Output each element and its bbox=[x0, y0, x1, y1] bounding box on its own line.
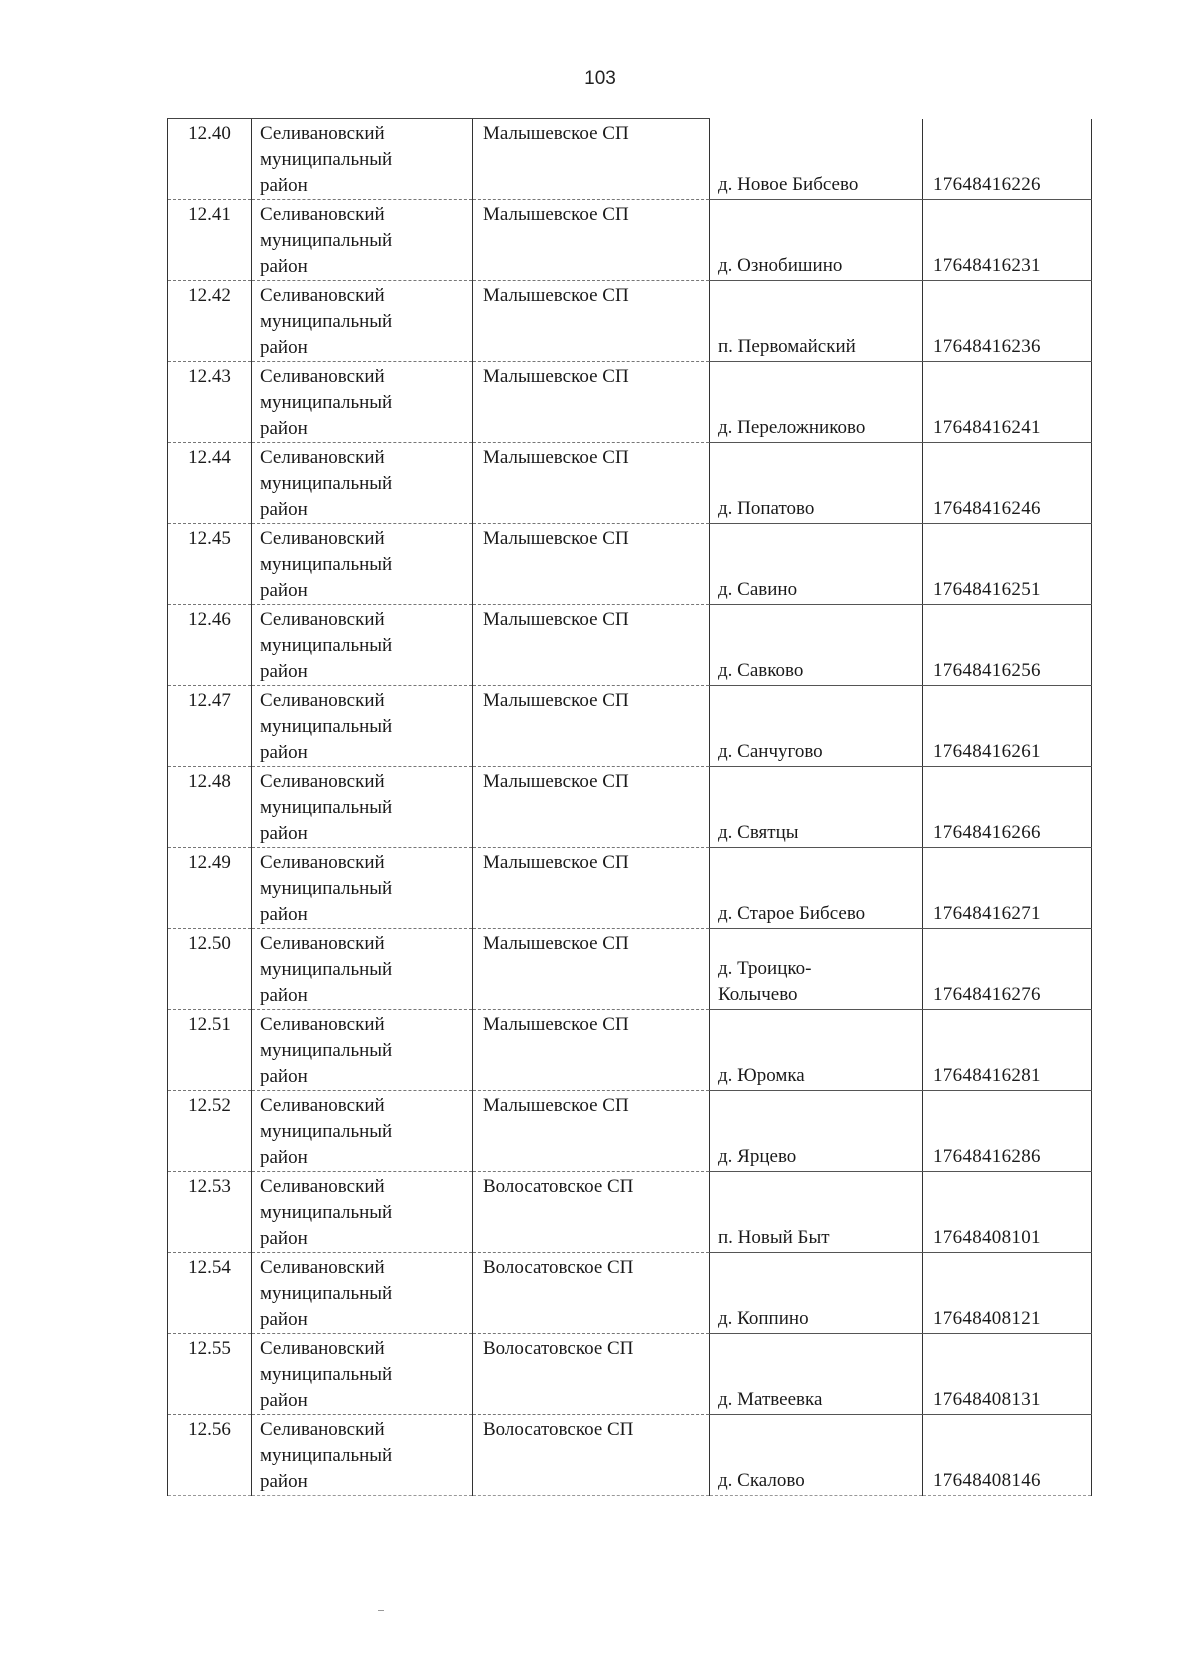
oktmo-code-cell: 17648408146 bbox=[923, 1415, 1092, 1496]
locality-cell-text: д. Попатово bbox=[718, 498, 815, 519]
row-number: 12.43 bbox=[168, 362, 252, 443]
row-number: 12.45 bbox=[168, 524, 252, 605]
row-number: 12.40 bbox=[168, 119, 252, 200]
settlement-cell: Волосатовское СП bbox=[473, 1172, 710, 1253]
district-cell bbox=[252, 1415, 473, 1496]
locality-cell-text: д. Ярцево bbox=[718, 1146, 797, 1167]
locality-cell-text: п. Первомайский bbox=[718, 336, 856, 357]
oktmo-code-cell: 17648416286 bbox=[923, 1091, 1092, 1172]
locality-cell-text: д. Ознобишино bbox=[718, 255, 843, 276]
settlement-cell: Волосатовское СП bbox=[473, 1253, 710, 1334]
table-row bbox=[168, 1091, 1092, 1172]
locality-cell-text: д. Святцы bbox=[718, 822, 799, 843]
table-row bbox=[168, 1253, 1092, 1334]
district-cell bbox=[252, 524, 473, 605]
district-cell bbox=[252, 1334, 473, 1415]
district-cell-text: Селивановский муниципальный район bbox=[260, 690, 393, 763]
locality-cell-text: д. Старое Бибсево bbox=[718, 903, 866, 924]
row-number: 12.52 bbox=[168, 1091, 252, 1172]
district-cell bbox=[252, 443, 473, 524]
oktmo-code-cell: 17648416231 bbox=[923, 200, 1092, 281]
scan-artifact bbox=[378, 1610, 384, 1611]
district-cell bbox=[252, 362, 473, 443]
district-cell-text: Селивановский муниципальный район bbox=[260, 1419, 393, 1492]
locality-cell bbox=[710, 443, 923, 524]
locality-cell-text: д. Матвеевка bbox=[718, 1389, 823, 1410]
row-number: 12.49 bbox=[168, 848, 252, 929]
oktmo-code-cell: 17648416276 bbox=[923, 929, 1092, 1010]
table-row bbox=[168, 362, 1092, 443]
row-number: 12.42 bbox=[168, 281, 252, 362]
table-row bbox=[168, 1334, 1092, 1415]
district-cell bbox=[252, 1253, 473, 1334]
table-row bbox=[168, 1010, 1092, 1091]
oktmo-code-cell: 17648416246 bbox=[923, 443, 1092, 524]
table-row bbox=[168, 848, 1092, 929]
district-cell-text: Селивановский муниципальный район bbox=[260, 852, 393, 925]
district-cell bbox=[252, 1172, 473, 1253]
settlement-cell: Волосатовское СП bbox=[473, 1415, 710, 1496]
row-number: 12.41 bbox=[168, 200, 252, 281]
row-number: 12.46 bbox=[168, 605, 252, 686]
locality-cell bbox=[710, 362, 923, 443]
table-row bbox=[168, 443, 1092, 524]
oktmo-code-cell: 17648416236 bbox=[923, 281, 1092, 362]
settlement-cell: Малышевское СП bbox=[473, 686, 710, 767]
settlement-cell: Малышевское СП bbox=[473, 848, 710, 929]
settlements-table bbox=[167, 118, 1092, 1496]
table-row bbox=[168, 767, 1092, 848]
district-cell-text: Селивановский муниципальный район bbox=[260, 447, 393, 520]
locality-cell bbox=[710, 767, 923, 848]
row-number: 12.48 bbox=[168, 767, 252, 848]
district-cell bbox=[252, 281, 473, 362]
locality-cell-text: д. Савково bbox=[718, 660, 804, 681]
row-number: 12.44 bbox=[168, 443, 252, 524]
district-cell bbox=[252, 200, 473, 281]
row-number: 12.55 bbox=[168, 1334, 252, 1415]
locality-cell-text: д. Савино bbox=[718, 579, 798, 600]
district-cell bbox=[252, 1091, 473, 1172]
district-cell bbox=[252, 929, 473, 1010]
settlement-cell: Малышевское СП bbox=[473, 767, 710, 848]
district-cell-text: Селивановский муниципальный район bbox=[260, 1257, 393, 1330]
district-cell-text: Селивановский муниципальный район bbox=[260, 204, 393, 277]
locality-cell-text: д. Санчугово bbox=[718, 741, 823, 762]
oktmo-code-cell: 17648408121 bbox=[923, 1253, 1092, 1334]
district-cell-text: Селивановский муниципальный район bbox=[260, 1095, 393, 1168]
oktmo-code-cell: 17648416266 bbox=[923, 767, 1092, 848]
district-cell-text: Селивановский муниципальный район bbox=[260, 366, 393, 439]
settlement-cell: Малышевское СП bbox=[473, 443, 710, 524]
locality-cell bbox=[710, 1334, 923, 1415]
locality-cell bbox=[710, 1415, 923, 1496]
table-body bbox=[168, 119, 1092, 1496]
oktmo-code-cell: 17648416251 bbox=[923, 524, 1092, 605]
oktmo-code-cell: 17648416226 bbox=[923, 119, 1092, 200]
district-cell-text: Селивановский муниципальный район bbox=[260, 528, 393, 601]
district-cell-text: Селивановский муниципальный район bbox=[260, 933, 393, 1006]
oktmo-code-cell: 17648416256 bbox=[923, 605, 1092, 686]
table-row bbox=[168, 1415, 1092, 1496]
district-cell bbox=[252, 605, 473, 686]
locality-cell bbox=[710, 281, 923, 362]
table-row bbox=[168, 281, 1092, 362]
locality-cell bbox=[710, 200, 923, 281]
locality-cell-text: д. Юромка bbox=[718, 1065, 805, 1086]
district-cell-text: Селивановский муниципальный район bbox=[260, 1338, 393, 1411]
locality-cell bbox=[710, 1172, 923, 1253]
row-number: 12.47 bbox=[168, 686, 252, 767]
locality-cell bbox=[710, 524, 923, 605]
locality-cell bbox=[710, 605, 923, 686]
locality-cell-text: д. Скалово bbox=[718, 1470, 805, 1491]
settlement-cell: Малышевское СП bbox=[473, 1091, 710, 1172]
settlement-cell: Малышевское СП bbox=[473, 1010, 710, 1091]
settlement-cell: Волосатовское СП bbox=[473, 1334, 710, 1415]
settlement-cell: Малышевское СП bbox=[473, 362, 710, 443]
row-number: 12.54 bbox=[168, 1253, 252, 1334]
district-cell bbox=[252, 848, 473, 929]
settlement-cell: Малышевское СП bbox=[473, 929, 710, 1010]
locality-cell bbox=[710, 1091, 923, 1172]
district-cell-text: Селивановский муниципальный район bbox=[260, 285, 393, 358]
locality-cell-text: д. Троицко- Колычево bbox=[718, 958, 812, 1005]
locality-cell-text: д. Переложниково bbox=[718, 417, 866, 438]
settlement-cell: Малышевское СП bbox=[473, 200, 710, 281]
table-row bbox=[168, 524, 1092, 605]
row-number: 12.53 bbox=[168, 1172, 252, 1253]
oktmo-code-cell: 17648408131 bbox=[923, 1334, 1092, 1415]
locality-cell-text: д. Коппино bbox=[718, 1308, 809, 1329]
locality-cell-text: п. Новый Быт bbox=[718, 1227, 830, 1248]
district-cell bbox=[252, 1010, 473, 1091]
oktmo-code-cell: 17648416261 bbox=[923, 686, 1092, 767]
district-cell-text: Селивановский муниципальный район bbox=[260, 123, 393, 196]
settlement-cell: Малышевское СП bbox=[473, 524, 710, 605]
district-cell-text: Селивановский муниципальный район bbox=[260, 1176, 393, 1249]
table-row bbox=[168, 605, 1092, 686]
locality-cell bbox=[710, 1253, 923, 1334]
district-cell bbox=[252, 767, 473, 848]
settlement-cell: Малышевское СП bbox=[473, 119, 710, 200]
locality-cell bbox=[710, 1010, 923, 1091]
table-row bbox=[168, 1172, 1092, 1253]
oktmo-code-cell: 17648408101 bbox=[923, 1172, 1092, 1253]
row-number: 12.50 bbox=[168, 929, 252, 1010]
district-cell bbox=[252, 119, 473, 200]
locality-cell bbox=[710, 119, 923, 200]
oktmo-code-cell: 17648416281 bbox=[923, 1010, 1092, 1091]
locality-cell-text: д. Новое Бибсево bbox=[718, 174, 859, 195]
district-cell-text: Селивановский муниципальный район bbox=[260, 771, 393, 844]
row-number: 12.56 bbox=[168, 1415, 252, 1496]
oktmo-code-cell: 17648416271 bbox=[923, 848, 1092, 929]
table-row bbox=[168, 200, 1092, 281]
settlement-cell: Малышевское СП bbox=[473, 281, 710, 362]
district-cell-text: Селивановский муниципальный район bbox=[260, 1014, 393, 1087]
oktmo-code-cell: 17648416241 bbox=[923, 362, 1092, 443]
locality-cell bbox=[710, 848, 923, 929]
table-row bbox=[168, 119, 1092, 200]
table-row bbox=[168, 686, 1092, 767]
locality-cell bbox=[710, 929, 923, 1010]
locality-cell bbox=[710, 686, 923, 767]
district-cell-text: Селивановский муниципальный район bbox=[260, 609, 393, 682]
row-number: 12.51 bbox=[168, 1010, 252, 1091]
table-row bbox=[168, 929, 1092, 1010]
settlement-cell: Малышевское СП bbox=[473, 605, 710, 686]
page-number: 103 bbox=[584, 68, 616, 89]
district-cell bbox=[252, 686, 473, 767]
